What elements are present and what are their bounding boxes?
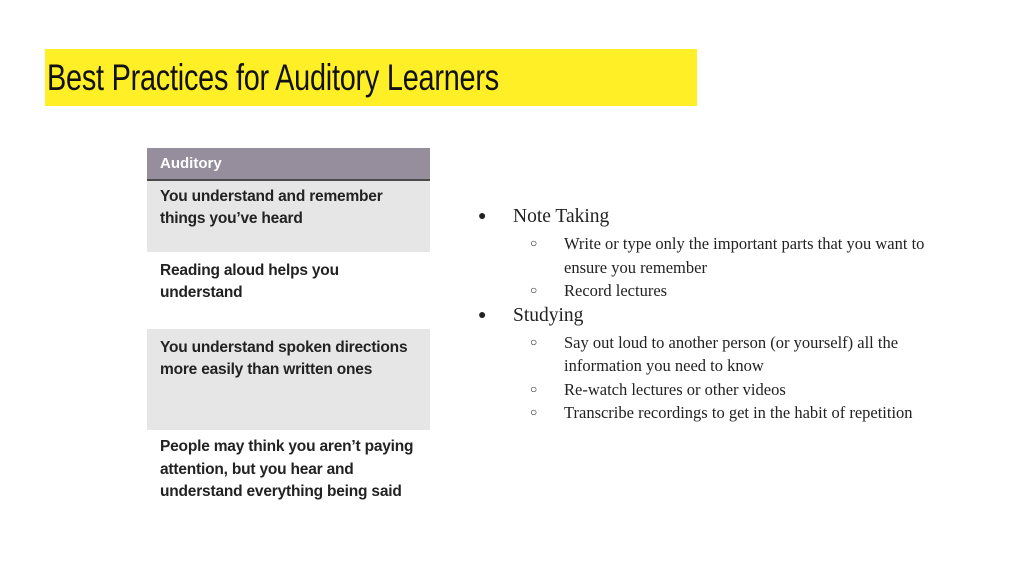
sub-list-item-label: Re-watch lectures or other videos bbox=[564, 379, 786, 399]
bullet-list bbox=[473, 204, 943, 425]
sub-list-item bbox=[473, 401, 943, 425]
bullet-circle-icon: ○ bbox=[530, 283, 538, 297]
sub-list-item bbox=[473, 232, 943, 279]
list-item-label: Studying bbox=[513, 304, 584, 326]
page-title: Best Practices for Auditory Learners bbox=[47, 56, 499, 98]
table-row: Reading aloud helps you understand bbox=[160, 262, 339, 301]
bullet-circle-icon: ○ bbox=[530, 405, 538, 419]
list-item bbox=[473, 303, 943, 328]
sub-list-item-label: Write or type only the important parts that you want to ensure you remember bbox=[564, 234, 925, 277]
auditory-table bbox=[147, 148, 430, 530]
list-item-label: Note Taking bbox=[513, 206, 610, 227]
sub-list-item-label: Say out loud to another person (or yourself) all the information you need to know bbox=[564, 332, 899, 375]
bullet-circle-icon: ○ bbox=[530, 381, 538, 396]
sub-list-item bbox=[473, 378, 943, 402]
title-highlight bbox=[45, 49, 697, 106]
bullet-circle-icon: ○ bbox=[530, 334, 538, 349]
bullet-dot-icon: ● bbox=[478, 209, 487, 224]
bullet-circle-icon: ○ bbox=[530, 236, 538, 250]
sub-list-item-label: Record lectures bbox=[564, 281, 668, 300]
table-row: You understand spoken directions more easily than written ones bbox=[147, 329, 430, 430]
sub-list-item-label: Transcribe recordings to get in the habit of repetition bbox=[564, 403, 913, 422]
sub-list-item bbox=[473, 279, 943, 303]
table-row: People may think you aren’t paying attention, but you hear and understand everything being said bbox=[160, 438, 414, 500]
bullet-dot-icon: ● bbox=[478, 307, 487, 323]
table-row: You understand and remember things you’ve heard bbox=[147, 181, 430, 252]
table-header: Auditory bbox=[147, 148, 430, 181]
sub-list-item bbox=[473, 331, 943, 378]
list-item bbox=[473, 204, 943, 229]
